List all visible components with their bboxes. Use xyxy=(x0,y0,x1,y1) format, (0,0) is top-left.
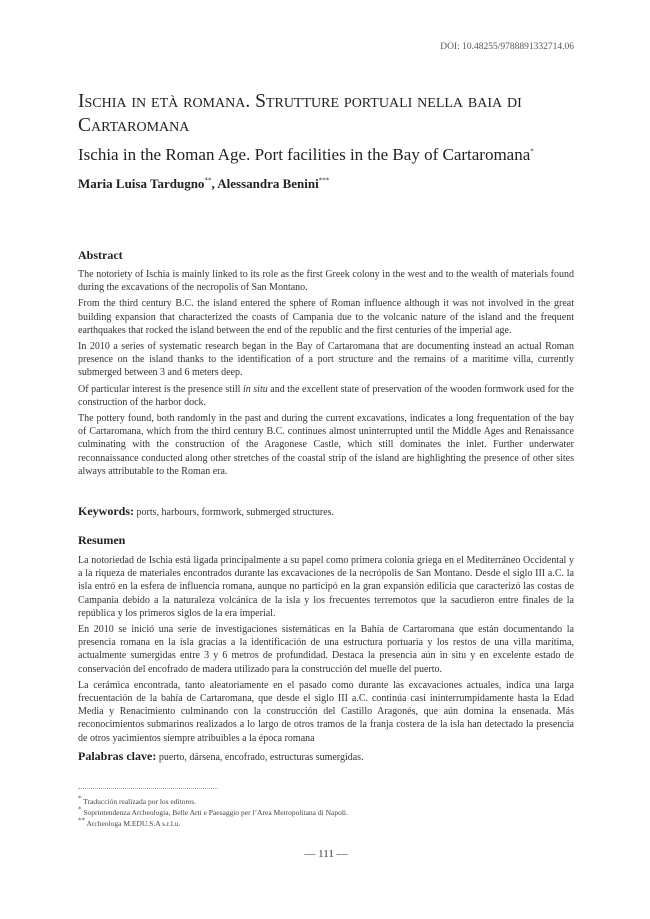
footnote-2 xyxy=(78,807,574,818)
palabras-clave-text: puerto, dársena, encofrado, estructuras sumergidas. xyxy=(156,752,364,763)
title-english xyxy=(78,145,574,165)
abstract-paragraph-5: The pottery found, both randomly in the past and during the current excavations, indicates a long frequentation of the bay of Cartaromana, which from the third century B.C. continues almost uninterrupted until the Middle Ages and Renaissance culminating with the construction of the Aragonese Castle, which still dominates the inlet. Further underwater reconnaissance conducted along other stretches of the coastal strip of the island are highlighting the presence of other sites always attributable to the Roman era. xyxy=(78,413,574,477)
palabras-clave xyxy=(78,749,574,764)
author-1-footnote-mark: ** xyxy=(204,176,212,185)
footnote-3-mark: ** xyxy=(78,816,85,825)
footnote-3-text: Archeologa M.EDU.S.A s.r.l.u. xyxy=(86,819,181,828)
abstract-paragraph-3: In 2010 a series of systematic research began in the Bay of Cartaromana that are documenting instead an actual Roman presence on the island thanks to the identification of a port structure and the remains of a maritime villa, currently submerged between 3 and 6 meters deep. xyxy=(78,341,574,379)
footnote-3 xyxy=(78,818,574,829)
title-english-footnote-mark: * xyxy=(530,147,534,156)
title-english-text: Ischia in the Roman Age. Port facilities in the Bay of Cartaromana xyxy=(78,145,531,164)
footnote-1-mark: * xyxy=(78,794,82,803)
footnote-1 xyxy=(78,796,574,807)
doi-text: DOI: 10.48255/9788891332714.06 xyxy=(440,42,574,52)
abstract-paragraph-2: From the third century B.C. the island entered the sphere of Roman influence although it was not involved in the great building expansion that characterized the coasts of Campania due to the volcanic nature of the island and the frequent earthquakes that rocked the island between the end of the republic and the first centuries of the imperial age. xyxy=(78,298,574,336)
author-2-footnote-mark: *** xyxy=(318,176,330,185)
resumen-heading: Resumen xyxy=(78,533,126,547)
footnote-divider xyxy=(78,788,218,789)
abstract-p4-italic: in situ xyxy=(242,383,268,395)
keywords-label: Keywords: xyxy=(78,504,134,518)
title-italian: Ischia in età romana. Strutture portuali nella baia di Cartaromana xyxy=(78,91,522,136)
keywords xyxy=(78,504,574,519)
resumen-paragraph-1: La notoriedad de Ischia está ligada principalmente a su papel como primera colonia griega en el Mediterráneo Occidental y a la riqueza de materiales encontrados durante las excavaciones de la necrópolis de San Montano. Desde el siglo III a.C. la isla entró en la esfera de influencia romana, aunque no participó en la gran expansión edilicia que caracterizó las costas de Campania debido a la naturaleza volcánica de la isla y los frecuentes terremotos que la sacudieron entre finales de la república y los primeros siglos de la era imperial. xyxy=(78,555,574,619)
keywords-text: ports, harbours, formwork, submerged structures. xyxy=(134,507,335,518)
resumen-paragraph-3: La cerámica encontrada, tanto aleatoriamente en el pasado como durante las excavaciones actuales, indica una larga frecuentación de la bahía de Cartaromana, que desde el siglo III a.C. continúa casi ininterrumpidamente hasta la Edad Media y Renacimiento culminando con la construcción del Castillo Aragonés, que aún domina la ensenada. Más reconocimientos submarinos realizados a lo largo de otros tramos de la franja costera de la isla han detectado la presencia de otros yacimientos siempre atribuibles a la época romana xyxy=(78,679,574,744)
abstract-paragraph-1: The notoriety of Ischia is mainly linked to its role as the first Greek colony in the west and to the wealth of materials found during the excavations of the necropolis of San Montano. xyxy=(78,269,574,294)
abstract-paragraph-4 xyxy=(78,383,574,409)
footnotes xyxy=(78,796,574,829)
footnote-2-text: Soprintendenza Archeologia, Belle Arti e Paesaggio per l’Area Metropolitana di Napoli. xyxy=(83,808,348,817)
footnote-2-mark: * xyxy=(78,805,82,814)
abstract-p4-before: Of particular interest is the presence still xyxy=(78,383,243,395)
author-1: Maria Luisa Tardugno xyxy=(78,176,205,191)
footnote-1-text: Traducción realizada por los editores. xyxy=(83,797,197,806)
authors xyxy=(78,176,574,192)
abstract-body xyxy=(78,268,574,481)
resumen-body xyxy=(78,554,574,748)
abstract-heading: Abstract xyxy=(78,248,123,262)
palabras-clave-label: Palabras clave: xyxy=(78,749,157,763)
author-separator: , xyxy=(211,176,218,191)
abstract-p4-after: and the excellent state of preservation of the wooden formwork used for the construction of the harbor dock. xyxy=(78,383,574,408)
author-2: Alessandra Benini xyxy=(217,176,319,191)
resumen-paragraph-2: En 2010 se inició una serie de investigaciones sistemáticas en la Bahía de Cartaromana que están documentando la presencia romana en la isla gracias a la identificación de una estructura portuaria y los restos de una villa marítima, actualmente sumergidas entre 3 y 6 metros de profundidad. Destaca la presencia aún in situ y en excelente estado de conservación del encofrado de madera utilizado para la construcción del muelle del puerto. xyxy=(78,624,574,675)
page-number: — 111 — xyxy=(304,848,348,860)
